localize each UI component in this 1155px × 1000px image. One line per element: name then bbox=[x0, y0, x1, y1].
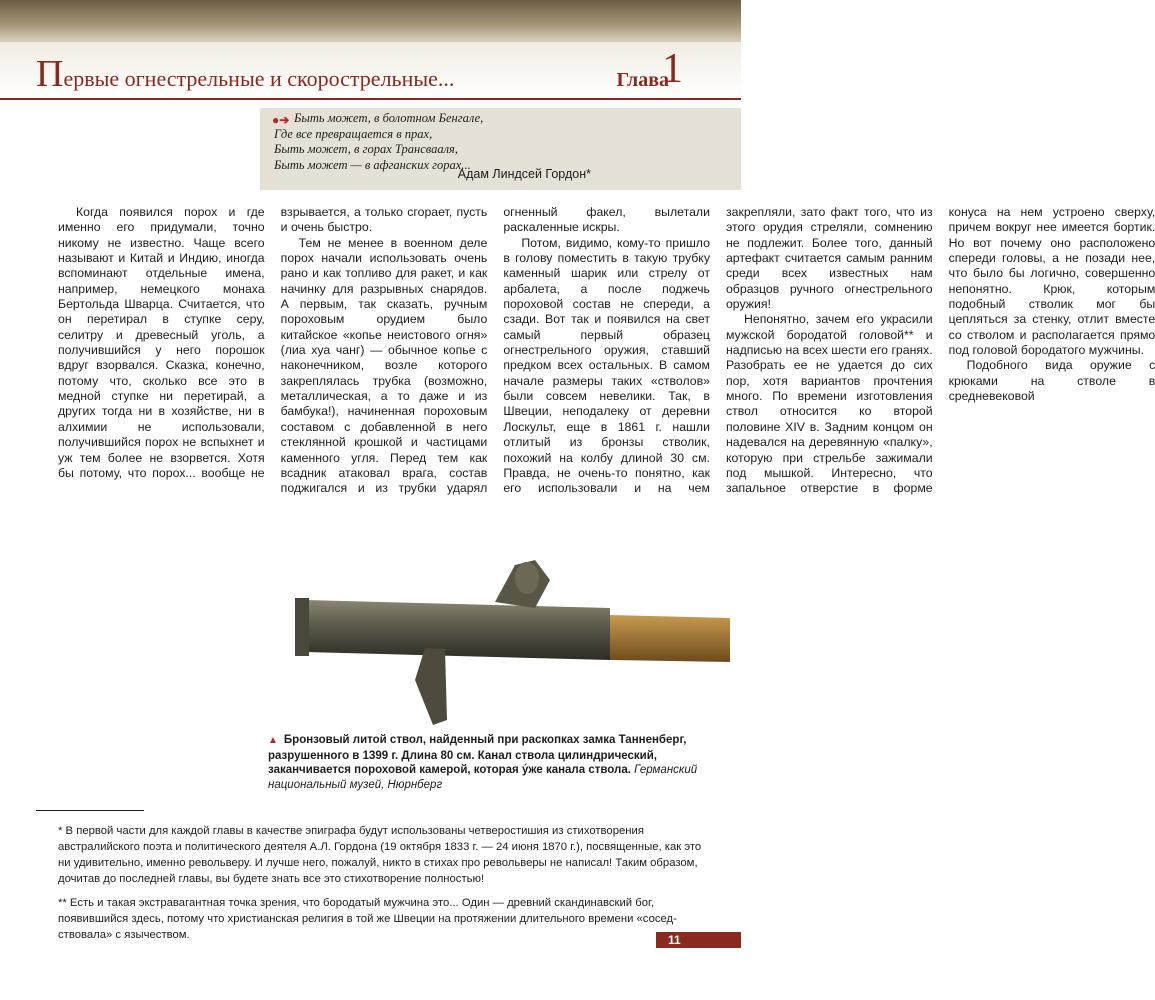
footnote-rule bbox=[36, 810, 144, 811]
title-initial: П bbox=[36, 53, 64, 95]
epigraph-line: Быть может — в афганских горах... bbox=[274, 157, 471, 172]
epigraph-lines bbox=[274, 111, 483, 173]
caption-source: Германский национальный музей, Нюрнберг bbox=[268, 764, 698, 791]
figure-caption bbox=[268, 733, 720, 792]
epigraph-author: Адам Линдсей Гордон* bbox=[457, 167, 591, 181]
paragraph: Подобного вида оружие с крюками на стволе в средневековой bbox=[948, 358, 1155, 404]
chapter-label: Глава bbox=[616, 69, 669, 91]
epigraph-line: Быть может, в горах Трансвааля, bbox=[274, 142, 458, 156]
epigraph-line: Быть может, в болотном Бенгале, bbox=[294, 111, 484, 125]
footnote: * В первой части для каждой главы в качестве эпиграфа будут использованы четверостишия из стихотворения австралийского поэта и политического деятеля А.Л. Гордона (19 октября 1833 г. — 24 июня 1870 г.), посвященные, как это ни удивительно, именно револьверу. И лучше него, пожалуй, никто в стихах про револьверы не написал! Таким образом, дочитав до последней главы, вы будете знать все это стихотворение полностью! bbox=[58, 825, 702, 885]
body-columns bbox=[58, 205, 1155, 505]
bullet-icon: ●➔ bbox=[272, 113, 290, 127]
title-rest: ервые огнестрельные и скорострельные... bbox=[63, 66, 455, 91]
cannon-photo bbox=[265, 560, 730, 730]
footnote: ** Есть и такая экстравагантная точка зрения, что бородатый мужчина это... Один — древний скандинавский бог, появившийся здесь, потому что христианская религия в той же Швеции на протяжении длительного времени «соседствовала» с язычеством. bbox=[58, 897, 677, 941]
header-band bbox=[0, 0, 741, 42]
paragraph: Потом, видимо, кому-то пришло в голову поместить в такую трубку каменный шарик или стрелу от арбалета, а после поджечь пороховой состав не спереди, а сзади. Вот так и появился на свет самый первый образец огнестрельного оружия, ставший предком всех остальных. В самом начале размеры таких «стволов» были совсем невелики. Так, в Швеции, неподалеку от деревни Лоскульт, еще в 1861 г. нашли отлитый из бронзы стволик, похожий на колбу длиной 30 см. Правда, не очень-то понятно, как его использовали и на чем закрепляли, зато факт того, что из этого орудия стреляли, сомнению не подлежит. Более того, данный артефакт считается самым ранним среди всех известных нам образцов ручного огнестрельного оружия! bbox=[503, 205, 933, 496]
triangle-icon: ▲ bbox=[268, 735, 278, 746]
page-number: 11 bbox=[656, 932, 741, 948]
header-rule bbox=[0, 98, 741, 100]
paragraph: Тем не менее в военном деле порох начали использовать очень рано и как топливо для ракет, и как начинку для разрывных снарядов. А первым, так сказать, ручным пороховым орудием было китайское «копье неистового огня» (лиа хуа чанг) — обычное копье с наконечником, возле которого закреплялась трубка (возможно, металлическая, а то даже и из бамбука!), начиненная пороховым составом с добавленной в него стеклянной крошкой и частицами каменного угля. Перед тем как всадник атаковал врага, состав поджигался и из трубки ударял огненный факел, вылетали раскаленные искры. bbox=[280, 205, 710, 496]
paragraph: Когда появился порох и где именно его придумали, точно никому не известно. Чаще всего называют и Китай и Индию, иногда вспоминают отдельные имена, например, немецкого монаха Бертольда Шварца. Считается, что он перетирал в ступке серу, селитру и древесный уголь, а получившийся у него порошок вдруг взорвался. Сказка, конечно, потому что, сколько все это в медной ступке ни перетирай, а других тогда ни в хозяйстве, ни в алхимии не использовали, получившийся порох не вспыхнет и уж тем более не взорвется. Хотя бы потому, что порох... вообще не взрывается, а только сгорает, пусть и очень быстро. bbox=[58, 205, 488, 480]
footnotes bbox=[58, 823, 708, 951]
paragraph: Непонятно, зачем его украсили мужской бородатой головой** и надписью на всех шести его гранях. Разобрать ее не удается до сих пор, хотя вариантов прочтения много. По времени изготовления ствол относится ко второй половине XIV в. Задним концом он надевался на деревянную «палку», которую при стрельбе зажимали под мышкой. Интересно, что запальное отверстие в форме конуса на нем устроено сверху, причем вокруг нее имеется бортик. Но вот почему оно расположено спереди головы, а не позади нее, что было бы логично, совершенно непонятно. Крюк, которым подобный стволик мог бы цепляться за стенку, отлит вместе со стволом и располагается прямо под головой бородатого мужчины. bbox=[725, 205, 1155, 496]
caption-main: Бронзовый литой ствол, найденный при раскопках замка Танненберг, разрушенного в 1399 г. Длина 80 см. Канал ствола цилиндрический, заканчивается пороховой камерой, которая у́же канала ствола. bbox=[268, 734, 687, 776]
chapter-title bbox=[36, 52, 454, 96]
chapter-number: 1 bbox=[662, 46, 683, 92]
epigraph-line: Где все превращается в прах, bbox=[274, 126, 433, 141]
